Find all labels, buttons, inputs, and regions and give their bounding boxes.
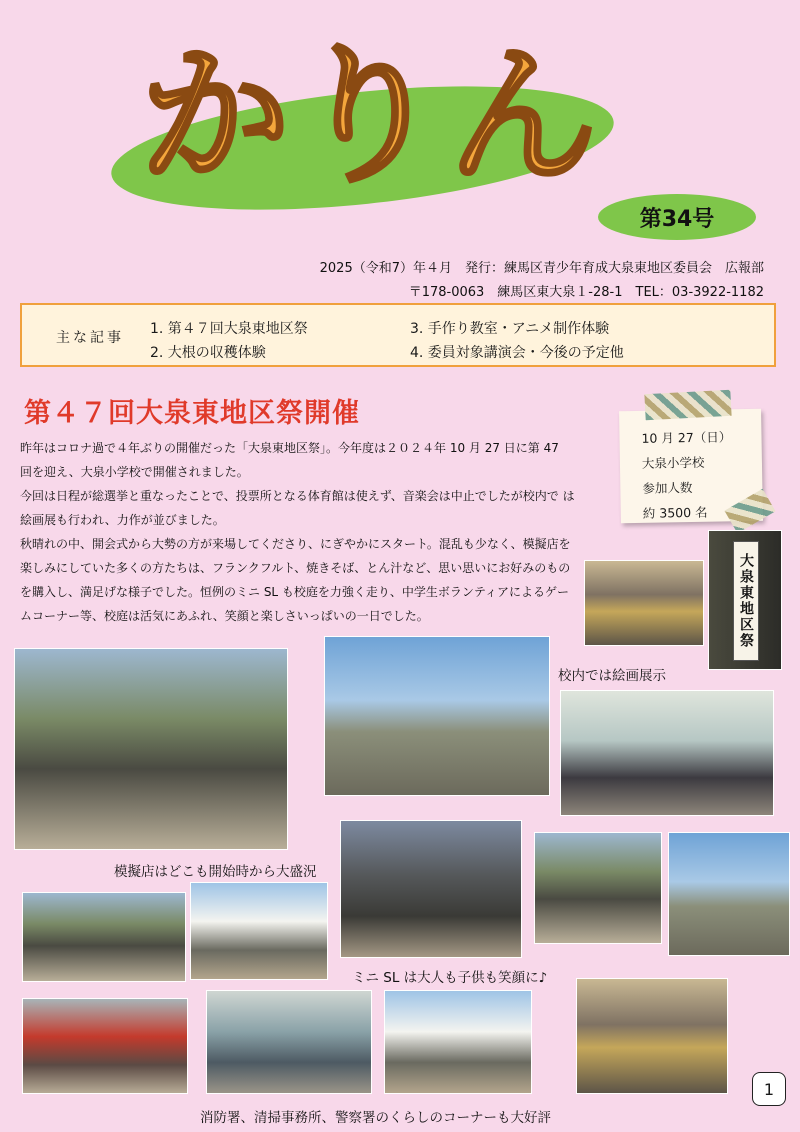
festival-sign-photo xyxy=(708,530,782,670)
toc-item-1: 1. 第４７回大泉東地区祭 xyxy=(150,321,308,337)
article-line: 楽しみにしていた多くの方たちは、フランクフルト、焼きそば、とん汁など、思い思いにお好みのもの xyxy=(20,561,571,575)
garbage-truck-photo xyxy=(206,990,372,1094)
stall-tent-photo xyxy=(22,892,186,982)
article-line: 回を迎え、大泉小学校で開催されました。 xyxy=(20,465,249,479)
page-number: 1 xyxy=(752,1072,786,1106)
address-line: 〒178-0063 練馬区東大泉１-28-1 TEL：03-3922-1182 xyxy=(408,285,764,300)
article-line: 絵画展も行われ、力作が並びました。 xyxy=(20,513,225,527)
contents-box xyxy=(20,303,776,367)
article-line: 昨年はコロナ過で４年ぶりの開催だった「大泉東地区祭」。今年度は２０２４年 10 月 27 日に第 47 xyxy=(20,441,559,455)
stall-cooking-photo xyxy=(584,560,704,646)
attendance-label: 参加人数 xyxy=(642,479,693,496)
fire-truck-photo xyxy=(22,998,188,1094)
article-line: を購入し、満足げな様子でした。恒例のミニ SL も校庭を力強く走り、中学生ボランティアによるゲー xyxy=(20,585,569,599)
event-venue: 大泉小学校 xyxy=(641,454,705,471)
event-date: 10 月 27（日） xyxy=(641,429,732,446)
art-exhibition-photo xyxy=(560,690,774,816)
issue-number: 第34号 xyxy=(598,194,756,240)
article-line: ムコーナー等、校庭は活気にあふれ、笑顔と楽しさいっぱいの一日でした。 xyxy=(20,609,429,623)
article-body xyxy=(20,436,590,628)
publication-line: 2025（令和7）年４月 発行：練馬区青少年育成大泉東地区委員会 広報部 xyxy=(319,261,764,276)
attendance-value: 約 3500 名 xyxy=(642,504,708,521)
mini-sl-photo xyxy=(340,820,522,958)
washi-tape-top xyxy=(644,390,731,420)
toc-item-4: 4. 委員対象講演会・今後の予定他 xyxy=(410,345,624,361)
queue-line-photo xyxy=(324,636,550,796)
article-line: 秋晴れの中、開会式から大勢の方が来場してくださり、にぎやかにスタート。混乱も少なく、模擬店を xyxy=(20,537,571,551)
crowd-tents-photo xyxy=(668,832,790,956)
article-line: 今回は日程が総選挙と重なったことで、投票所となる体育館は使えず、音楽会は中止でしたが校内で は xyxy=(20,489,575,503)
festival-sign-board: 大泉東地区祭 xyxy=(733,541,759,661)
caption-services: 消防署、清掃事務所、警察署のくらしのコーナーも大好評 xyxy=(200,1110,551,1126)
caption-mini-sl: ミニ SL は大人も子供も笑顔に♪ xyxy=(352,970,548,986)
schoolyard-crowd-photo xyxy=(14,648,288,850)
game-corner-photo xyxy=(534,832,662,944)
white-tent-photo xyxy=(190,882,328,980)
contents-label: 主な記事 xyxy=(56,330,124,346)
caption-stalls: 模擬店はどこも開始時から大盛況 xyxy=(114,864,317,880)
toc-item-3: 3. 手作り教室・アニメ制作体験 xyxy=(410,321,610,337)
police-motorcycle-photo xyxy=(384,990,532,1094)
article-headline: 第４７回大泉東地区祭開催 xyxy=(24,398,360,429)
newsletter-title: かりん xyxy=(140,30,603,204)
caption-art-exhibition: 校内では絵画展示 xyxy=(558,668,666,684)
toc-item-2: 2. 大根の収穫体験 xyxy=(150,345,266,361)
mascot-photo xyxy=(576,978,728,1094)
